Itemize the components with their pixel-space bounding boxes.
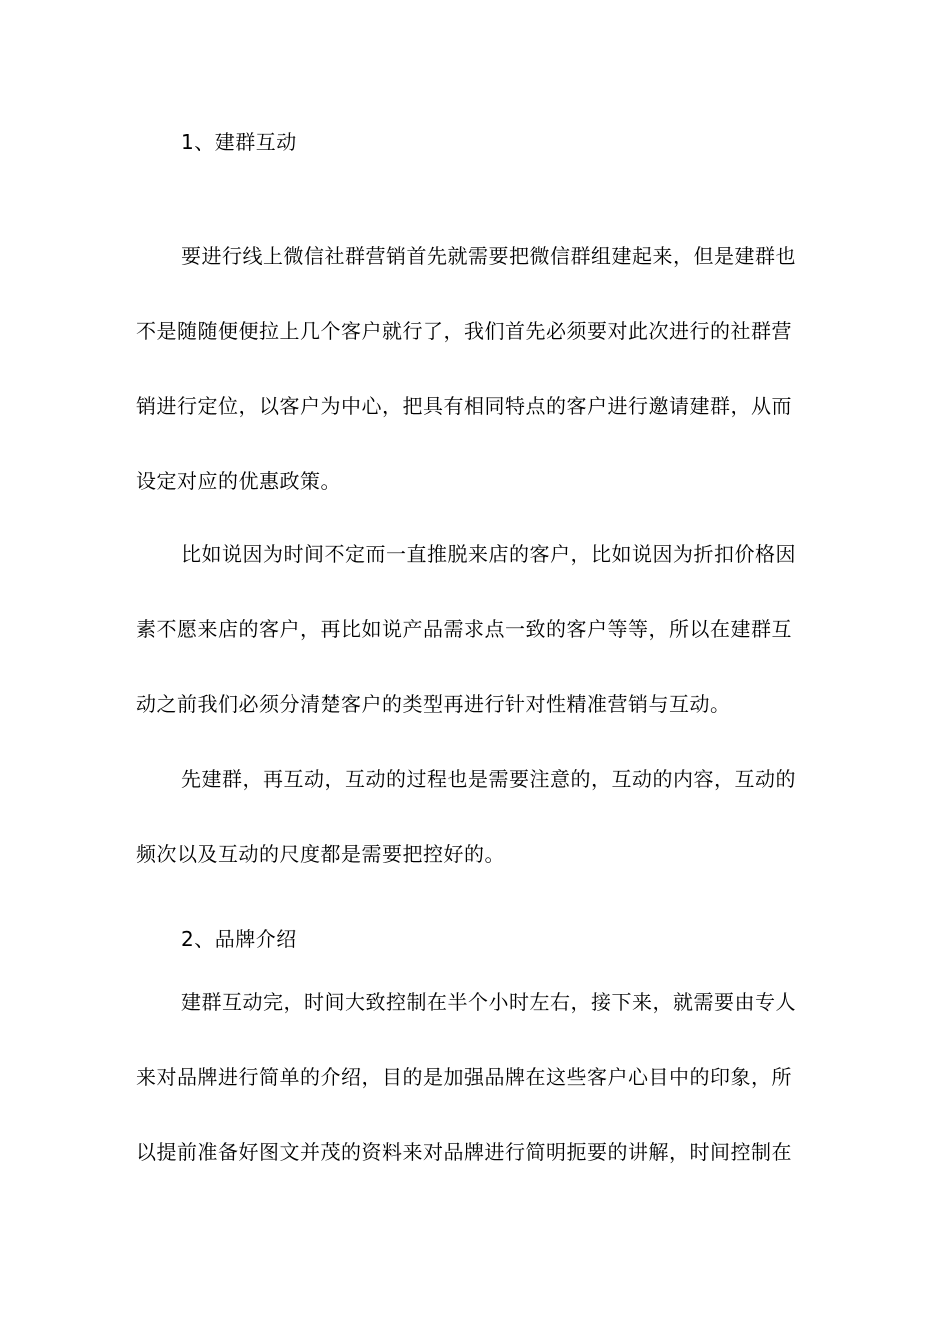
section-1-paragraph-1: [136, 242, 820, 495]
paragraph-line: 来对品牌进行简单的介绍，目的是加强品牌在这些客户心目中的印象，所: [136, 1065, 792, 1089]
paragraph-line: 设定对应的优惠政策。: [136, 469, 341, 493]
paragraph-line: 销进行定位，以客户为中心，把具有相同特点的客户进行邀请建群，从而: [136, 394, 792, 418]
section-1-paragraph-3: [136, 765, 820, 868]
section-1-paragraph-2: [136, 540, 820, 718]
paragraph-line: 先建群，再互动，互动的过程也是需要注意的，互动的内容，互动的: [181, 767, 796, 791]
paragraph-line: 比如说因为时间不定而一直推脱来店的客户，比如说因为折扣价格因: [181, 542, 796, 566]
paragraph-line: 素不愿来店的客户，再比如说产品需求点一致的客户等等，所以在建群互: [136, 617, 792, 641]
paragraph-line: 建群互动完，时间大致控制在半个小时左右，接下来，就需要由专人: [181, 990, 796, 1014]
paragraph-line: 动之前我们必须分清楚客户的类型再进行针对性精准营销与互动。: [136, 692, 731, 716]
paragraph-line: 以提前准备好图文并茂的资料来对品牌进行简明扼要的讲解，时间控制在: [136, 1140, 792, 1164]
paragraph-line: 频次以及互动的尺度都是需要把控好的。: [136, 842, 505, 866]
section-1-heading: 1、建群互动: [181, 130, 297, 154]
section-2-heading: 2、品牌介绍: [181, 927, 297, 951]
paragraph-line: 要进行线上微信社群营销首先就需要把微信群组建起来，但是建群也: [181, 244, 796, 268]
section-2-paragraph-1: [136, 988, 820, 1166]
paragraph-line: 不是随随便便拉上几个客户就行了，我们首先必须要对此次进行的社群营: [136, 319, 792, 343]
